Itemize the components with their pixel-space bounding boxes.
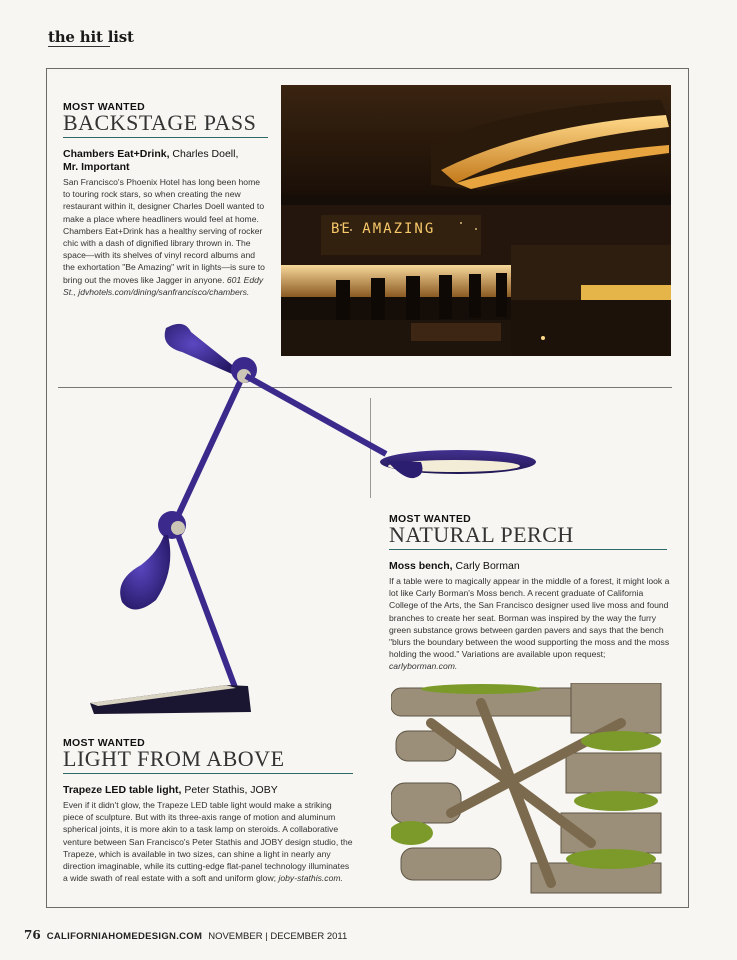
article-backstage-pass <box>63 101 268 298</box>
article-subhead <box>389 560 673 573</box>
article-light-from-above <box>63 737 353 884</box>
website: CALIFORNIAHOMEDESIGN.COM <box>46 931 203 942</box>
article-credit: joby-stathis.com. <box>278 873 343 884</box>
article-headline: NATURAL PERCH <box>389 522 574 547</box>
article-natural-perch <box>389 513 673 673</box>
article-body-text: If a table were to magically appear in the middle of a forest, it might look a lot like Carly Borman's Moss bench. A recent graduate of California College of the Arts, the San Francisco designer used live moss and found branches to create her seat. Borman was inspired by the way the furry green substance grows between garden pavers and says that the bench "blurs the boundary between the wood supporting the moss and the moss holding the wood." Variations are available upon request; <box>389 576 670 660</box>
subhead-venue: Chambers Eat+Drink, <box>63 148 173 160</box>
moss-bench-photo <box>391 683 665 896</box>
article-body <box>63 176 268 298</box>
subhead-product: Moss bench, <box>389 560 456 572</box>
article-headline: LIGHT FROM ABOVE <box>63 746 285 771</box>
page-folio <box>24 928 347 942</box>
article-body <box>63 799 353 884</box>
article-body-text: Even if it didn't glow, the Trapeze LED table light would make a striking piece of sculpture. But with its three-axis range of motion and aluminum spherical joints, it is more akin to a task lamp on steroids. A collaborative venture between San Francisco's Peter Stathis and JOBY design studio, the Trapeze, which is available in two sizes, can shine a light in nearly any direction imaginable, while its cutting-edge flat-panel technology illuminates a wide swath of real estate with a soft and uniform glow; <box>63 800 353 884</box>
article-kicker: MOST WANTED <box>63 101 146 113</box>
article-credit: carlyborman.com. <box>389 661 458 672</box>
article-body-text: San Francisco's Phoenix Hotel has long been home to touring rock stars, so when creating the new restaurant within it, designer Charles Doell wanted to make a place where headliners would feel at home. Chambers Eat+Drink has a healthy serving of rocker chic with a dash of dignified library thrown in. The space—with its shelves of vinyl record albums and the exhortation "Be Amazing" writ in lights—is sure to bring out the moves like Jagger in anyone. <box>63 177 265 285</box>
subhead-designer: Charles Doell, <box>172 148 239 160</box>
subhead-product: Trapeze LED table light, <box>63 784 185 796</box>
subhead-firm: Mr. Important <box>63 161 130 173</box>
article-subhead <box>63 148 268 174</box>
section-label-rule <box>48 46 110 47</box>
headline-rule <box>389 549 667 550</box>
section-label: the hit list <box>48 28 134 46</box>
subhead-designer: Carly Borman <box>455 560 520 572</box>
article-headline: BACKSTAGE PASS <box>63 110 257 135</box>
article-kicker: MOST WANTED <box>63 737 146 749</box>
article-credit: 601 Eddy St., jdvhotels.com/dining/sanfrancisco/chambers. <box>63 274 264 297</box>
article-body <box>389 575 673 673</box>
headline-rule <box>63 773 353 774</box>
issue-date: NOVEMBER | DECEMBER 2011 <box>208 931 348 942</box>
headline-rule <box>63 137 268 138</box>
subhead-designer: Peter Stathis, JOBY <box>184 784 278 796</box>
page-number: 76 <box>24 928 41 942</box>
be-amazing-sign: BE AMAZING <box>331 221 436 237</box>
article-kicker: MOST WANTED <box>389 513 472 525</box>
article-subhead <box>63 784 353 797</box>
